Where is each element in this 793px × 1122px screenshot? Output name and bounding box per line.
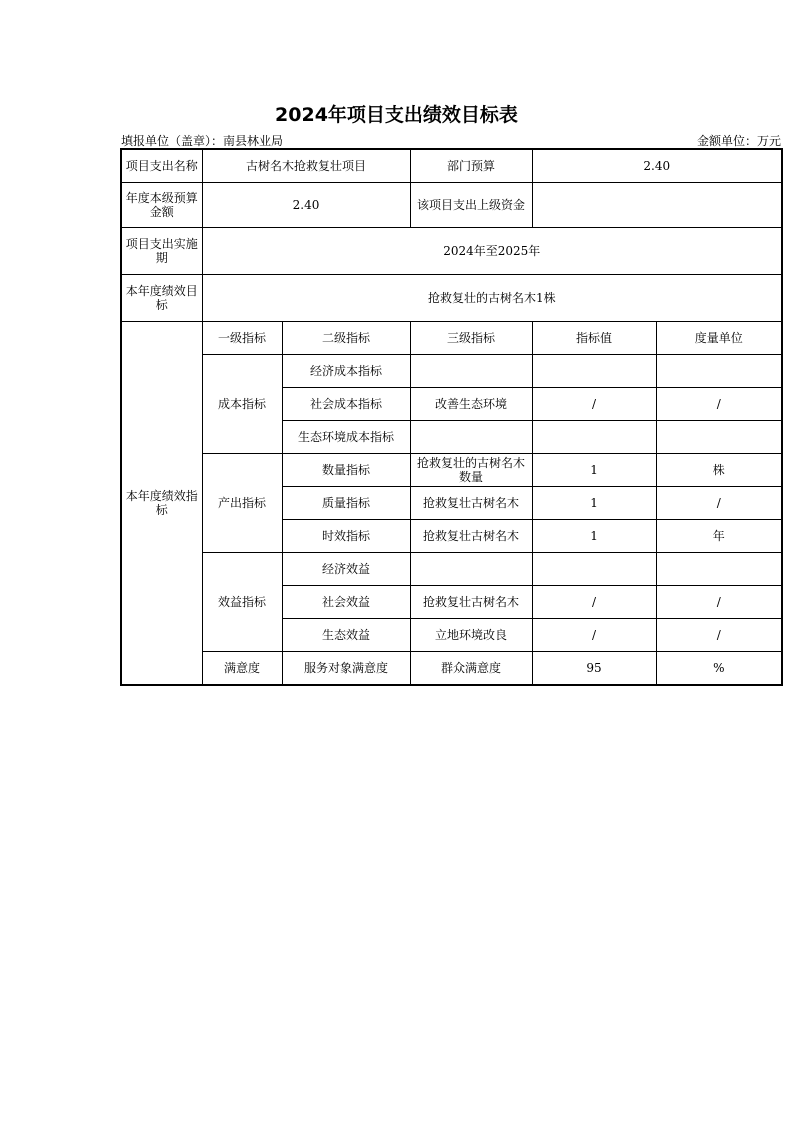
unit-cell: % (656, 652, 782, 686)
level3-cell (410, 421, 532, 454)
unit-cell: / (656, 619, 782, 652)
unit-cell: 年 (656, 520, 782, 553)
unit-cell: / (656, 388, 782, 421)
indicator-section-label: 本年度绩效指标 (121, 322, 202, 686)
goal-label: 本年度绩效目标 (121, 275, 202, 322)
level3-cell (410, 553, 532, 586)
dept-budget-label: 部门预算 (410, 149, 532, 183)
header-value: 指标值 (532, 322, 656, 355)
level2-cell: 生态环境成本指标 (282, 421, 410, 454)
period-value: 2024年至2025年 (202, 228, 782, 275)
superior-funds-value (532, 183, 782, 228)
level1-satisfaction: 满意度 (202, 652, 282, 686)
level3-cell: 抢救复壮的古树名木数量 (410, 454, 532, 487)
unit-cell: 株 (656, 454, 782, 487)
project-name-label: 项目支出名称 (121, 149, 202, 183)
level2-cell: 经济效益 (282, 553, 410, 586)
annual-budget-value: 2.40 (202, 183, 410, 228)
level2-cell: 数量指标 (282, 454, 410, 487)
dept-budget-value: 2.40 (532, 149, 782, 183)
period-label: 项目支出实施期 (121, 228, 202, 275)
value-cell: / (532, 388, 656, 421)
unit-cell: / (656, 586, 782, 619)
level2-cell: 时效指标 (282, 520, 410, 553)
level3-cell: 抢救复壮古树名木 (410, 520, 532, 553)
indicator-header-row (121, 322, 782, 355)
level1-output: 产出指标 (202, 454, 282, 553)
value-cell: 1 (532, 520, 656, 553)
performance-table (120, 148, 783, 686)
table-row (121, 652, 782, 686)
table-row (121, 183, 782, 228)
table-row (121, 553, 782, 586)
unit-cell (656, 553, 782, 586)
table-row (121, 228, 782, 275)
level2-cell: 服务对象满意度 (282, 652, 410, 686)
value-cell: / (532, 586, 656, 619)
level2-cell: 生态效益 (282, 619, 410, 652)
table-row (121, 454, 782, 487)
level3-cell: 抢救复壮古树名木 (410, 487, 532, 520)
table-row (121, 355, 782, 388)
header-level2: 二级指标 (282, 322, 410, 355)
level3-cell: 群众满意度 (410, 652, 532, 686)
unit-cell (656, 421, 782, 454)
header-level1: 一级指标 (202, 322, 282, 355)
header-level3: 三级指标 (410, 322, 532, 355)
level3-cell (410, 355, 532, 388)
value-cell: / (532, 619, 656, 652)
reporting-unit: 填报单位（盖章）：南县林业局 (121, 134, 284, 148)
value-cell: 1 (532, 487, 656, 520)
level1-benefit: 效益指标 (202, 553, 282, 652)
table-row (121, 275, 782, 322)
level3-cell: 改善生态环境 (410, 388, 532, 421)
unit-cell: / (656, 487, 782, 520)
level2-cell: 社会成本指标 (282, 388, 410, 421)
value-cell (532, 553, 656, 586)
level3-cell: 抢救复壮古树名木 (410, 586, 532, 619)
page-title: 2024年项目支出绩效目标表 (275, 104, 518, 126)
annual-budget-label: 年度本级预算金额 (121, 183, 202, 228)
level1-cost: 成本指标 (202, 355, 282, 454)
header-unit: 度量单位 (656, 322, 782, 355)
amount-unit: 金额单位：万元 (696, 134, 781, 148)
value-cell (532, 355, 656, 388)
value-cell: 1 (532, 454, 656, 487)
project-name-value: 古树名木抢救复壮项目 (202, 149, 410, 183)
level2-cell: 质量指标 (282, 487, 410, 520)
level2-cell: 经济成本指标 (282, 355, 410, 388)
level3-cell: 立地环境改良 (410, 619, 532, 652)
value-cell: 95 (532, 652, 656, 686)
table-row (121, 149, 782, 183)
value-cell (532, 421, 656, 454)
superior-funds-label: 该项目支出上级资金 (410, 183, 532, 228)
unit-cell (656, 355, 782, 388)
goal-value: 抢救复壮的古树名木1株 (202, 275, 782, 322)
level2-cell: 社会效益 (282, 586, 410, 619)
